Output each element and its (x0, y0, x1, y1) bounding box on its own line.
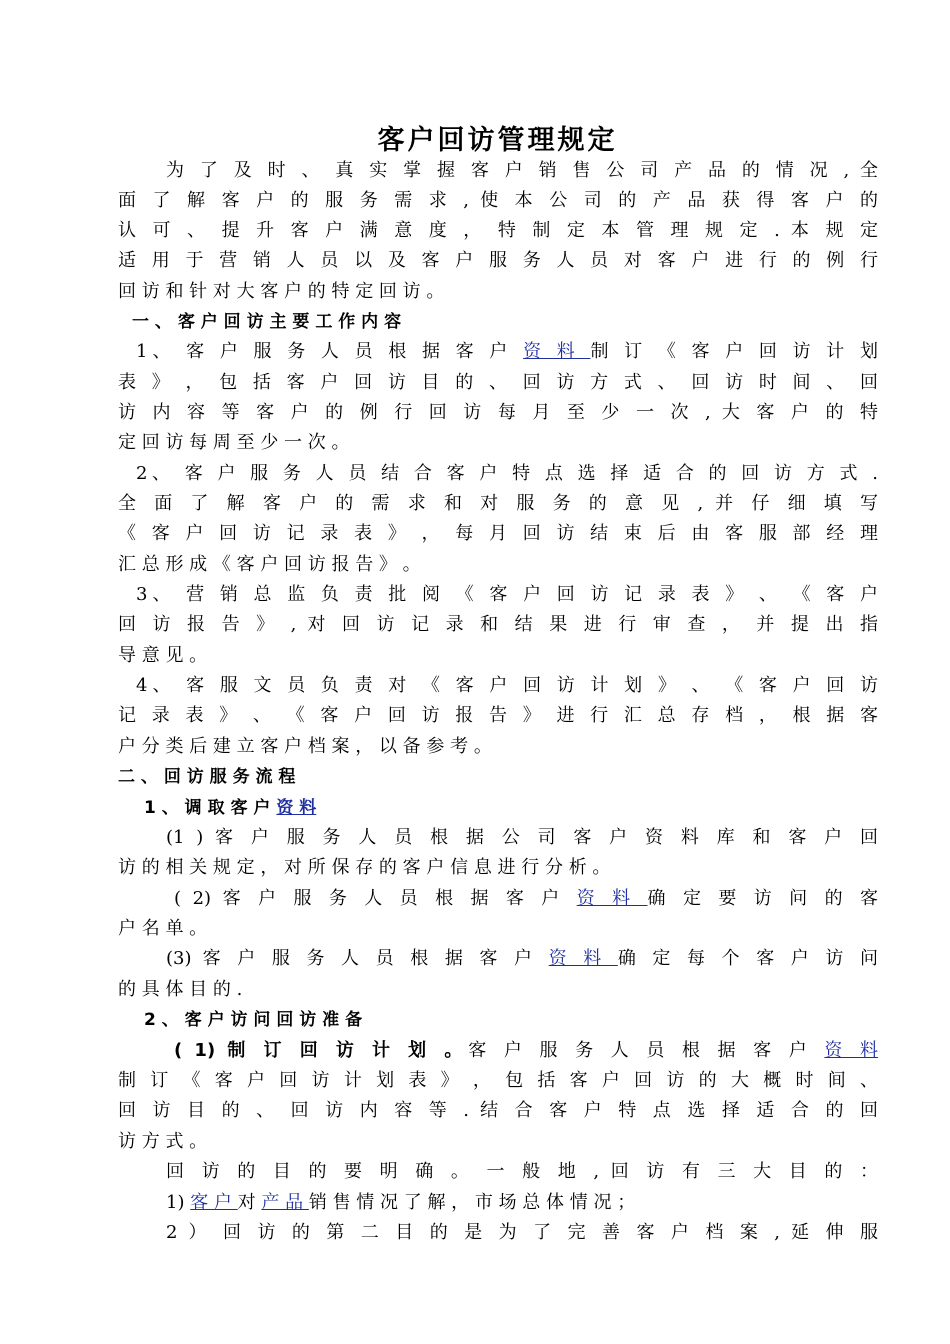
text-run: 1、 客 户 服 务 人 员 根 据 客 户 (136, 341, 524, 362)
text-line (118, 701, 878, 731)
text-line (118, 186, 878, 216)
text-line (166, 1218, 878, 1248)
text-run: 导 意 见 。 (118, 645, 208, 666)
inline-link[interactable]: 资 料 (548, 948, 618, 969)
text-run: 4、 客 服 文 员 负 责 对 《 客 户 回 访 计 划 》 、 《 客 户 回 访 (136, 675, 878, 696)
text-run: (3) 客 户 服 务 人 员 根 据 客 户 (166, 948, 549, 969)
text-line (136, 459, 878, 489)
text-line (136, 671, 878, 701)
text-run: 对 (237, 1192, 262, 1213)
text-run: 回 访 目 的 、 回 访 内 容 等 . 结 合 客 户 特 点 选 择 适 合 的 回 (118, 1100, 878, 1121)
section-heading (118, 762, 878, 792)
section-heading (132, 307, 878, 337)
inline-link[interactable]: 客 户 (190, 1192, 238, 1213)
text-line (118, 550, 878, 580)
text-run: 一 、 客 户 回 访 主 要 工 作 内 容 (132, 312, 402, 332)
text-run: 汇 总 形 成 《 客 户 回 访 报 告 》 。 (118, 554, 421, 575)
text-line (166, 944, 878, 974)
text-run: 回 访 报 告 》 , 对 回 访 记 录 和 结 果 进 行 审 查 ， 并 提 出 指 (118, 614, 878, 635)
text-run: 1 、 调 取 客 户 (144, 798, 277, 818)
section-heading (144, 793, 878, 823)
text-line (118, 914, 878, 944)
text-line (118, 277, 878, 307)
text-run: 户 名 单 。 (118, 918, 208, 939)
inline-link[interactable]: 资 料 (576, 888, 648, 909)
text-run: 定 回 访 每 周 至 少 一 次 。 (118, 432, 350, 453)
text-run: 回 访 和 针 对 大 客 户 的 特 定 回 访 。 (118, 281, 445, 302)
text-line (118, 732, 878, 762)
section-heading (144, 1005, 878, 1035)
text-run: ( 1) 制 订 回 访 计 划 。 (174, 1040, 469, 1061)
text-line (118, 853, 878, 883)
text-line (118, 1096, 878, 1126)
text-run: 2、 客 户 服 务 人 员 结 合 客 户 特 点 选 择 适 合 的 回 访 方 式 . (136, 463, 878, 484)
text-line (118, 641, 878, 671)
text-run: ( 2) 客 户 服 务 人 员 根 据 客 户 (174, 888, 577, 909)
text-run: 《 客 户 回 访 记 录 表 》 ， 每 月 回 访 结 束 后 由 客 服 部 经 理 (118, 523, 878, 544)
text-line (166, 823, 878, 853)
text-run: 销 售 情 况 了 解 ， 市 场 总 体 情 况 ； (308, 1192, 636, 1213)
text-run: 访 方 式 。 (118, 1131, 208, 1152)
text-line (136, 580, 878, 610)
text-run: 访 内 容 等 客 户 的 例 行 回 访 每 月 至 少 一 次 , 大 客 户 的 特 (118, 402, 878, 423)
document-title: 客户回访管理规定 (377, 125, 618, 156)
text-run: 表 》 ， 包 括 客 户 回 访 目 的 、 回 访 方 式 、 回 访 时 间 、 回 (118, 372, 878, 393)
text-run: 制 订 《 客 户 回 访 计 划 (590, 341, 878, 362)
text-line (136, 337, 878, 367)
text-line (118, 519, 878, 549)
text-run: 确 定 每 个 客 户 访 问 (617, 948, 878, 969)
text-run: 为 了 及 时 、 真 实 掌 握 客 户 销 售 公 司 产 品 的 情 况 , 全 (166, 160, 878, 181)
text-run: (1 ) 客 户 服 务 人 员 根 据 公 司 客 户 资 料 库 和 客 户 回 (166, 827, 878, 848)
inline-link[interactable]: 资 料 (824, 1040, 878, 1061)
text-line (166, 1157, 878, 1187)
text-line (118, 398, 878, 428)
text-run: 客 户 服 务 人 员 根 据 客 户 (468, 1040, 825, 1061)
text-run: 1) (166, 1192, 191, 1213)
text-line (118, 1066, 878, 1096)
text-run: 访 的 相 关 规 定 ， 对 所 保 存 的 客 户 信 息 进 行 分 析 。 (118, 857, 611, 878)
text-run: 2 、 客 户 访 问 回 访 准 备 (144, 1010, 363, 1030)
text-line (118, 428, 878, 458)
inline-link[interactable]: 产 品 (261, 1192, 309, 1213)
text-run: 认 可 、 提 升 客 户 满 意 度 ， 特 制 定 本 管 理 规 定 . 本 规 定 (118, 220, 878, 241)
text-run: 适 用 于 营 销 人 员 以 及 客 户 服 务 人 员 对 客 户 进 行 的 例 行 (118, 250, 878, 271)
text-run: 2 ） 回 访 的 第 二 目 的 是 为 了 完 善 客 户 档 案 , 延 伸 服 (166, 1222, 878, 1243)
text-run: 记 录 表 》 、 《 客 户 回 访 报 告 》 进 行 汇 总 存 档 ， 根 据 客 (118, 705, 878, 726)
inline-link[interactable]: 资 料 (523, 341, 591, 362)
text-line (118, 216, 878, 246)
text-line (174, 1036, 878, 1066)
text-line (118, 368, 878, 398)
text-line (118, 246, 878, 276)
text-line (118, 489, 878, 519)
text-run: 全 面 了 解 客 户 的 需 求 和 对 服 务 的 意 见 , 并 仔 细 填 写 (118, 493, 878, 514)
text-line (166, 156, 878, 186)
text-run: 面 了 解 客 户 的 服 务 需 求 , 使 本 公 司 的 产 品 获 得 客 户 的 (118, 190, 878, 211)
text-line (118, 975, 878, 1005)
text-run: 二 、 回 访 服 务 流 程 (118, 767, 296, 787)
text-run: 确 定 要 访 问 的 客 (647, 888, 878, 909)
text-run: 回 访 的 目 的 要 明 确 。 一 般 地 , 回 访 有 三 大 目 的 ： (166, 1161, 878, 1182)
text-run: 3、 营 销 总 监 负 责 批 阅 《 客 户 回 访 记 录 表 》 、 《 客 户 (136, 584, 878, 605)
text-run: 制 订 《 客 户 回 访 计 划 表 》 ， 包 括 客 户 回 访 的 大 概 时 间 、 (118, 1070, 878, 1091)
inline-link[interactable]: 资 料 (276, 798, 317, 818)
text-run: 户 分 类 后 建 立 客 户 档 案 ， 以 备 参 考 。 (118, 736, 492, 757)
text-line (174, 884, 878, 914)
text-run: 的 具 体 目 的 . (118, 979, 243, 1000)
text-line (166, 1188, 878, 1218)
text-line (118, 610, 878, 640)
text-line (118, 1127, 878, 1157)
